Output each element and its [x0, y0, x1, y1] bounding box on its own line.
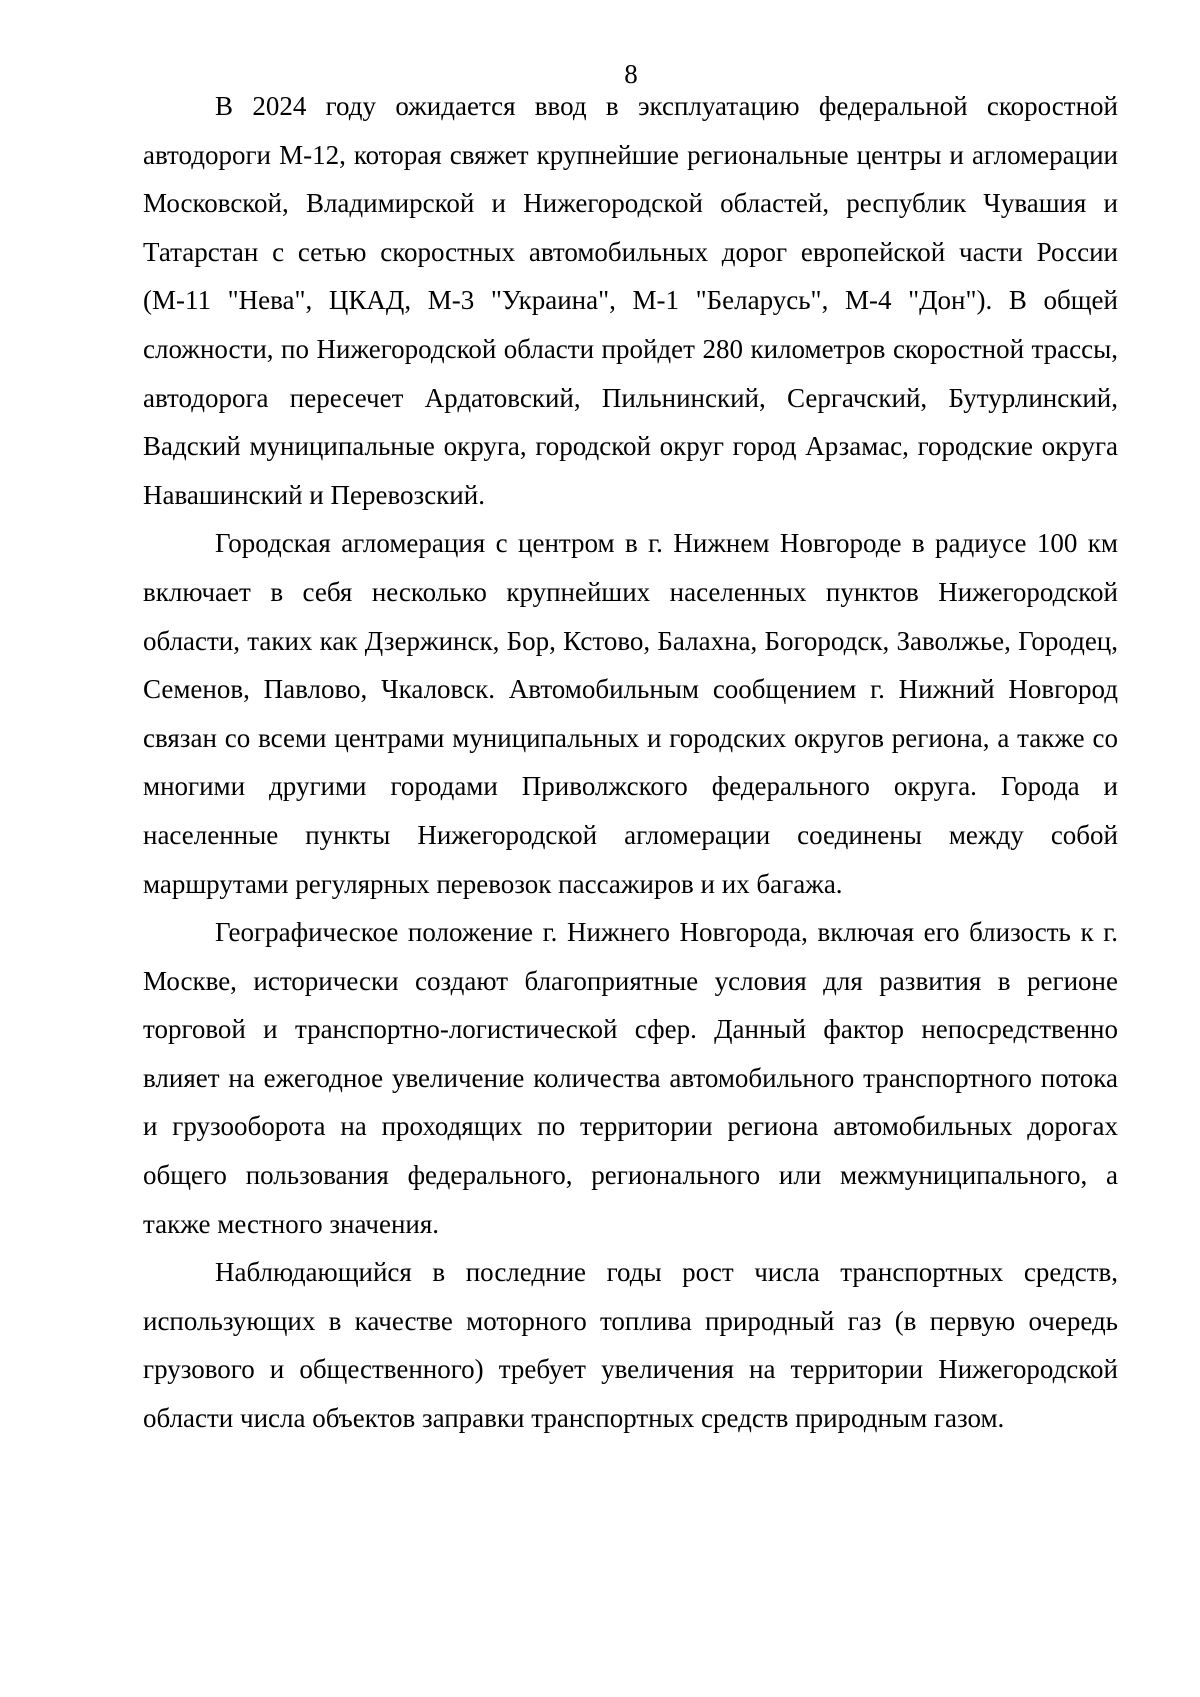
paragraph-geographic-position: Географическое положение г. Нижнего Новгорода, включая его близость к г. Москве, исторически создают благоприятные условия для развития в регионе торговой и транспортно-логистической сфер. Данный фактор непосредственно влияет на ежегодное увеличение количества автомобильного транспортного потока и грузооборота на проходящих по территории региона автомобильных дорогах общего пользования федерального, регионального или межмуниципального, а также местного значения. — [143, 917, 1118, 1239]
paragraph-m12-highway: В 2024 году ожидается ввод в эксплуатацию федеральной скоростной автодороги М-12, которая свяжет крупнейшие региональные центры и агломерации Московской, Владимирской и Нижегородской областей, республик Чувашия и Татарстан с сетью скоростных автомобильных дорог европейской части России (М-11 "Нева", ЦКАД, М-3 "Украина", М-1 "Беларусь", М-4 "Дон"). В общей сложности, по Нижегородской области пройдет 280 километров скоростной трассы, автодорога пересечет Ардатовский, Пильнинский, Сергачский, Бутурлинский, Вадский муниципальные округа, городской округ город Арзамас, городские округа Навашинский и Перевозский. — [143, 91, 1118, 510]
paragraph-natural-gas-vehicles: Наблюдающийся в последние годы рост числа транспортных средств, использующих в качестве моторного топлива природный газ (в первую очередь грузового и общественного) требует увеличения на территории Нижегородской области числа объектов заправки транспортных средств природным газом. — [143, 1257, 1118, 1434]
paragraph-urban-agglomeration: Городская агломерация с центром в г. Нижнем Новгороде в радиусе 100 км включает в себя несколько крупнейших населенных пунктов Нижегородской области, таких как Дзержинск, Бор, Кстово, Балахна, Богородск, Заволжье, Городец, Семенов, Павлово, Чкаловск. Автомобильным сообщением г. Нижний Новгород связан со всеми центрами муниципальных и городских округов региона, а также со многими другими городами Приволжского федерального округа. Города и населенные пункты Нижегородской агломерации соединены между собой маршрутами регулярных перевозок пассажиров и их багажа. — [143, 528, 1118, 899]
page-number: 8 — [624, 59, 638, 89]
document-body — [143, 82, 1118, 1443]
